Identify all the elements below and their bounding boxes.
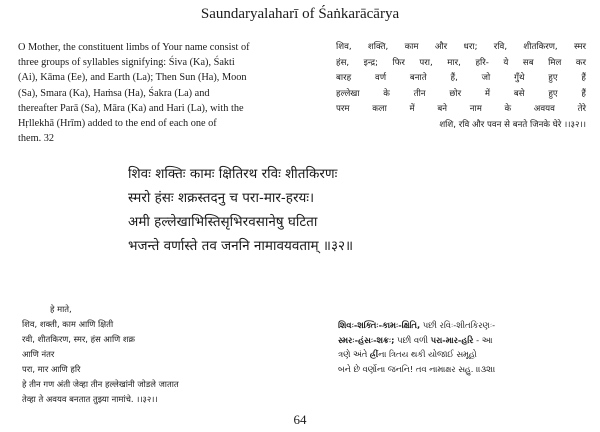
hindi-line: हंस, इन्द्र; फिर परा, मार, हरि- ये सब मिल कर xyxy=(336,57,586,68)
sanskrit-verse xyxy=(128,162,458,258)
english-line: thereafter Parā (Sa), Māra (Ka) and Hari (La), with the xyxy=(18,102,244,114)
marathi-line: रवी, शीतकिरण, स्मर, हंस आणि शक्र xyxy=(22,334,135,344)
hindi-line: हल्लेखा के तीन छोर में बसे हुए हैं xyxy=(336,88,586,99)
english-line: them. 32 xyxy=(18,133,55,145)
hindi-line: परम कला में बने नाम के अवयव तेरे xyxy=(336,104,586,115)
sanskrit-line: स्मरो हंसः शक्रस्तदनु च परा-मार-हरयः। xyxy=(128,190,315,206)
gujarati-text: ત્રણે અંતે xyxy=(338,349,370,359)
marathi-line: आणि नंतर xyxy=(22,349,55,359)
english-line: (Sa), Smara (Ka), Haṁsa (Ha), Śakra (La) and xyxy=(18,87,210,99)
sanskrit-line: शिवः शक्तिः कामः क्षितिरथ रविः शीतकिरणः xyxy=(128,166,338,182)
gujarati-bold-text: શિવઃ-શક્તિઃ-કામઃ-ક્ષિતિ, xyxy=(338,320,421,330)
hindi-line: बारह वर्ण बनाते हैं, जो गुँथे हुए हैं xyxy=(336,73,586,84)
english-translation xyxy=(18,40,318,146)
gujarati-bold-text: પરા-માર-હરિ xyxy=(430,334,474,345)
english-line: (Ai), Kāma (Ee), and Earth (La); Then Sun (Ha), Moon xyxy=(18,72,247,84)
gujarati-line: બને છે વર્ણોના જનનિ! તવ નામાક્ષર સહુ. ।।૩૨।। xyxy=(338,363,496,374)
marathi-line: हे माते, xyxy=(50,304,72,314)
hindi-line: शिव, शक्ति, काम और धरा; रवि, शीतकिरण, स्मर xyxy=(336,42,586,52)
gujarati-bold-text: સ્મરઃ-હંસઃ-શક્રઃ; xyxy=(338,334,395,345)
page-number: 64 xyxy=(293,412,307,427)
gujarati-line xyxy=(338,318,588,333)
gujarati-translation xyxy=(338,318,588,376)
gujarati-text: પછી રવિઃ-શીતકિરણઃ- xyxy=(420,320,496,330)
page-header: Saundaryalaharī of Śaṅkarācārya xyxy=(200,6,400,22)
gujarati-bold-text: હ્રીં xyxy=(369,349,379,359)
english-line: three groups of syllables signifying: Śiva (Ka), Śakti xyxy=(18,57,235,69)
hindi-line: शशि, रवि और पवन से बनते जिनके घेरे ।।३२।। xyxy=(439,119,586,130)
marathi-line: तेव्हा ते अवयव बनतात तुझ्या नामांचे. ।।३२।। xyxy=(22,394,158,404)
sanskrit-line: भजन्ते वर्णास्ते तव जननि नामावयवताम् ॥३२॥ xyxy=(128,238,354,254)
gujarati-text: - આ xyxy=(473,334,493,345)
english-line: O Mother, the constituent limbs of Your name consist of xyxy=(18,42,250,53)
marathi-line: हे तीन गण अंती जेव्हा तीन हल्लेखांनी जोडले जातात xyxy=(22,379,179,389)
gujarati-line xyxy=(338,333,588,348)
marathi-translation xyxy=(22,302,302,407)
gujarati-text: પછી વળી xyxy=(394,334,431,345)
marathi-line: परा, मार आणि हरि xyxy=(22,364,81,374)
sanskrit-line: अमी हल्लेखाभिस्तिसृभिरवसानेषु घटिता xyxy=(128,214,318,230)
english-line: Hṛllekhā (Hrīm) added to the end of each one of xyxy=(18,118,217,130)
gujarati-line xyxy=(338,347,588,362)
marathi-line: शिव, शक्ती, काम आणि क्षिती xyxy=(22,319,114,329)
hindi-translation xyxy=(336,40,586,134)
gujarati-text: ના ત્રિતય થકી યોજાઈ સમૂહો xyxy=(378,349,477,359)
